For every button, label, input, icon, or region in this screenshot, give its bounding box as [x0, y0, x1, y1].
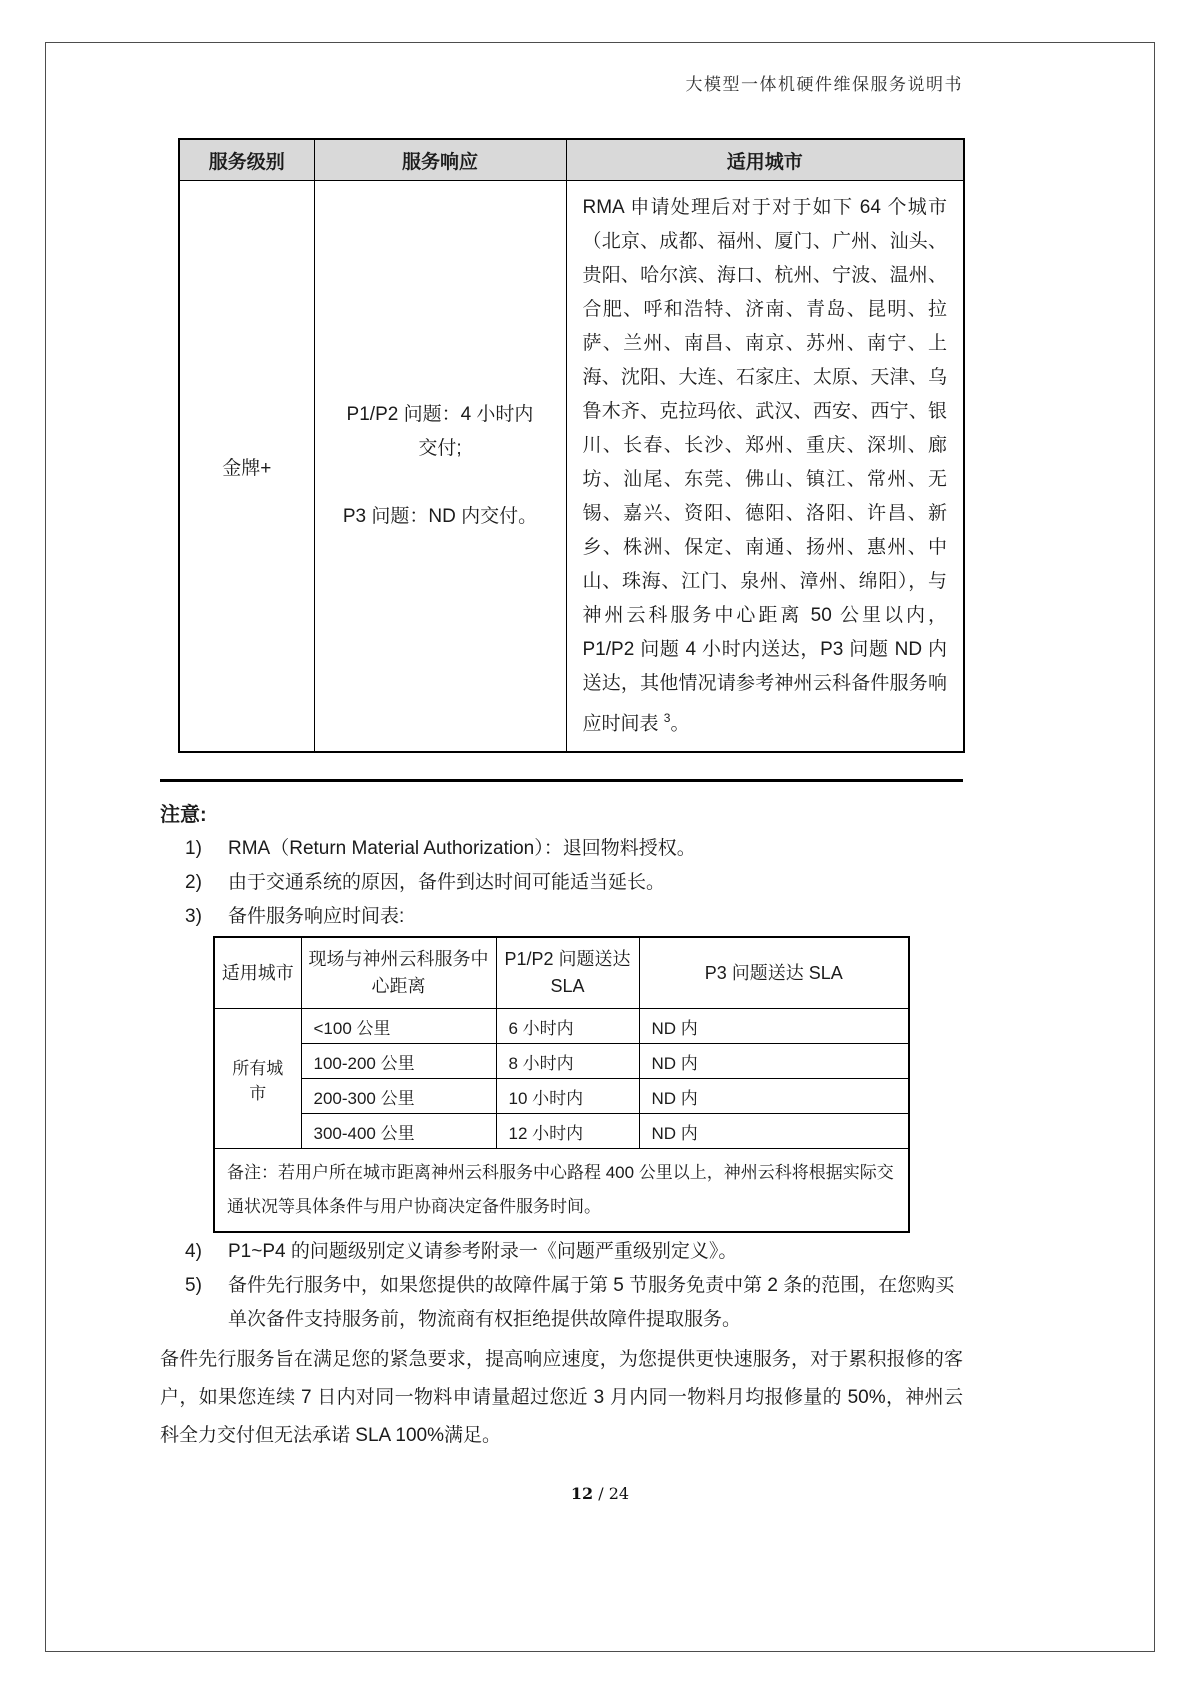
- sla-table-header-row: [214, 937, 909, 1009]
- note-item-1: [160, 832, 963, 866]
- header-title: 大模型一体机硬件维保服务说明书: [685, 75, 963, 95]
- p3-sla-cell: ND 内: [639, 1009, 909, 1044]
- sla-row-3: [214, 1079, 909, 1114]
- header-applicable-city: 适用城市: [214, 937, 301, 1009]
- sla-row-2: [214, 1044, 909, 1079]
- closing-paragraph: 备件先行服务旨在满足您的紧急要求，提高响应速度，为您提供更快速服务，对于累积报修的客户，如果您连续 7 日内对同一物料申请量超过您近 3 月内同一物料月均报修量的 50%，神州云科全力交付但无法承诺 SLA 100%满足。: [160, 1349, 963, 1447]
- note-text: 备件先行服务中，如果您提供的故障件属于第 5 节服务免责中第 2 条的范围，在您购买单次备件支持服务前，物流商有权拒绝提供故障件提取服务。: [228, 1275, 955, 1331]
- service-level-cell: 金牌+: [179, 181, 314, 753]
- city-group-cell: 所有城市: [214, 1009, 301, 1149]
- applicable-cities-cell: [566, 181, 964, 753]
- p12-sla-cell: 8 小时内: [496, 1044, 639, 1079]
- note-number: 5): [185, 1275, 202, 1297]
- service-response-cell: [314, 181, 566, 753]
- note-number: 4): [185, 1241, 202, 1263]
- response-p3-line: P3 问题：ND 内交付。: [342, 506, 538, 528]
- sla-remark-cell: 备注：若用户所在城市距离神州云科服务中心路程 400 公里以上，神州云科将根据实际交通状况等具体条件与用户协商决定备件服务时间。: [214, 1149, 909, 1233]
- note-text: P1~P4 的问题级别定义请参考附录一《问题严重级别定义》。: [228, 1241, 738, 1263]
- distance-cell: <100 公里: [301, 1009, 496, 1044]
- section-divider: [160, 779, 963, 782]
- p3-sla-cell: ND 内: [639, 1114, 909, 1149]
- sla-remark-row: [214, 1149, 909, 1233]
- page-total: 24: [608, 1484, 630, 1503]
- page-current: 12: [570, 1484, 594, 1503]
- spare-parts-sla-table: [213, 936, 910, 1233]
- cities-text-suffix: 。: [670, 713, 690, 735]
- note-number: 1): [185, 838, 202, 860]
- note-item-5: [160, 1269, 963, 1337]
- note-item-4: [160, 1235, 963, 1269]
- header-applicable-cities: 适用城市: [566, 139, 964, 181]
- header-p3-sla: P3 问题送达 SLA: [639, 937, 909, 1009]
- service-level-table: [178, 138, 965, 753]
- note-number: 2): [185, 872, 202, 894]
- note-text: RMA（Return Material Authorization）：退回物料授权。: [228, 838, 696, 860]
- page-separator: /: [598, 1484, 604, 1503]
- note-number: 3): [185, 906, 202, 928]
- p12-sla-cell: 12 小时内: [496, 1114, 639, 1149]
- header-service-level: 服务级别: [179, 139, 314, 181]
- document-header: [160, 0, 963, 96]
- service-table-header-row: [179, 139, 964, 181]
- p12-sla-cell: 6 小时内: [496, 1009, 639, 1044]
- header-service-response: 服务响应: [314, 139, 566, 181]
- note-item-3: [160, 900, 963, 934]
- sla-row-4: [214, 1114, 909, 1149]
- p3-sla-cell: ND 内: [639, 1044, 909, 1079]
- note-text: 备件服务响应时间表:: [228, 906, 405, 928]
- response-p12-line: P1/P2 问题：4 小时内交付;: [346, 404, 534, 460]
- p3-sla-cell: ND 内: [639, 1079, 909, 1114]
- service-table-row: [179, 181, 964, 753]
- note-item-2: [160, 866, 963, 900]
- header-p12-sla: P1/P2 问题送达 SLA: [496, 937, 639, 1009]
- sla-row-1: [214, 1009, 909, 1044]
- cities-text: RMA 申请处理后对于对于如下 64 个城市（北京、成都、福州、厦门、广州、汕头、贵阳、哈尔滨、海口、杭州、宁波、温州、合肥、呼和浩特、济南、青岛、昆明、拉萨、兰州、南昌、南京、苏州、南宁、上海、沈阳、大连、石家庄、太原、天津、乌鲁木齐、克拉玛依、武汉、西安、西宁、银川、长春、长沙、郑州、重庆、深圳、廊坊、汕尾、东莞、佛山、镇江、常州、无锡、嘉兴、资阳、德阳、洛阳、许昌、新乡、株洲、保定、南通、扬州、惠州、中山、珠海、江门、泉州、漳州、绵阳），与神州云科服务中心距离 50 公里以内，P1/P2 问题 4 小时内送达，P3 问题 ND 内送达，其他情况请参考神州云科备件服务响应时间表: [582, 197, 947, 735]
- page-number: [0, 1484, 1200, 1503]
- distance-cell: 100-200 公里: [301, 1044, 496, 1079]
- footnote-reference: 3: [663, 711, 671, 725]
- header-distance: 现场与神州云科服务中心距离: [301, 937, 496, 1009]
- notes-label: 注意:: [160, 804, 207, 827]
- distance-cell: 300-400 公里: [301, 1114, 496, 1149]
- document-content: [160, 0, 963, 1455]
- distance-cell: 200-300 公里: [301, 1079, 496, 1114]
- note-text: 由于交通系统的原因，备件到达时间可能适当延长。: [228, 872, 666, 894]
- p12-sla-cell: 10 小时内: [496, 1079, 639, 1114]
